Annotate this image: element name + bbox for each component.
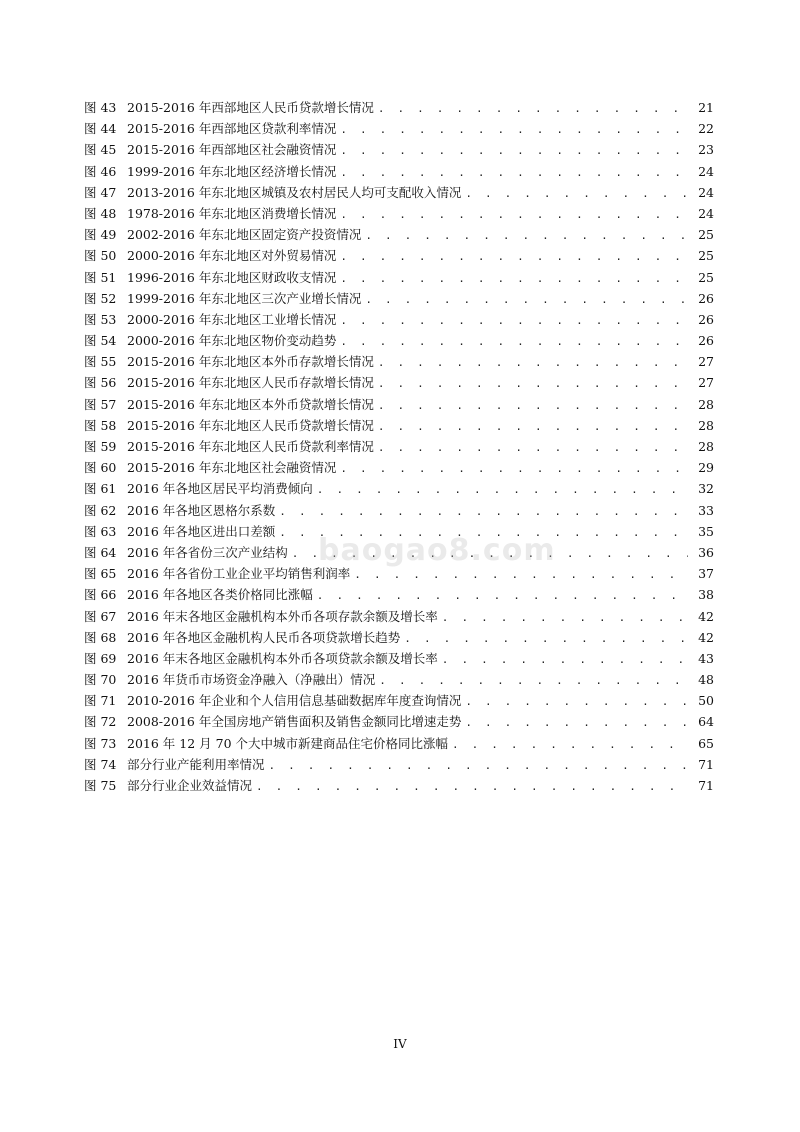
toc-row[interactable] xyxy=(84,415,714,436)
dot-leader xyxy=(442,649,688,670)
page-number: 24 xyxy=(698,184,714,200)
page-number: 25 xyxy=(698,227,714,243)
page-number: 22 xyxy=(698,121,714,137)
toc-row[interactable] xyxy=(84,436,714,457)
toc-row[interactable] xyxy=(84,245,714,266)
figure-title: 1978-2016 年东北地区消费增长情况 xyxy=(127,205,337,221)
page-number: 42 xyxy=(698,608,714,624)
toc-row[interactable] xyxy=(84,775,714,796)
figure-title: 2016 年末各地区金融机构本外币各项贷款余额及增长率 xyxy=(127,650,438,666)
dot-leader xyxy=(317,479,688,500)
dot-leader xyxy=(340,140,688,161)
figure-number: 图 73 xyxy=(84,735,117,751)
dot-leader xyxy=(340,458,688,479)
figure-number: 图 55 xyxy=(84,354,117,370)
dot-leader xyxy=(365,289,688,310)
toc-row[interactable] xyxy=(84,288,714,309)
toc-row[interactable] xyxy=(84,182,714,203)
dot-leader xyxy=(378,416,688,437)
page-number: 38 xyxy=(698,587,714,603)
page-number: 26 xyxy=(698,290,714,306)
page-number: 26 xyxy=(698,311,714,327)
page-number: 43 xyxy=(698,650,714,666)
toc-row[interactable] xyxy=(84,161,714,182)
figure-title: 2016 年 12 月 70 个大中城市新建商品住宅价格同比涨幅 xyxy=(127,735,448,751)
toc-row[interactable] xyxy=(84,97,714,118)
figure-title: 2013-2016 年东北地区城镇及农村居民人均可支配收入情况 xyxy=(127,184,462,200)
figure-number: 图 51 xyxy=(84,269,117,285)
toc-row[interactable] xyxy=(84,627,714,648)
figure-number: 图 72 xyxy=(84,714,117,730)
toc-row[interactable] xyxy=(84,372,714,393)
dot-leader xyxy=(292,543,688,564)
dot-leader xyxy=(378,98,688,119)
figure-number: 图 47 xyxy=(84,184,117,200)
figure-title: 2016 年各省份三次产业结构 xyxy=(127,544,288,560)
figure-title: 2000-2016 年东北地区物价变动趋势 xyxy=(127,333,337,349)
page-number: 28 xyxy=(698,417,714,433)
page-number: 50 xyxy=(698,693,714,709)
page-number: 65 xyxy=(698,735,714,751)
figure-title: 2015-2016 年西部地区人民币贷款增长情况 xyxy=(127,100,374,115)
figure-title: 1999-2016 年东北地区经济增长情况 xyxy=(127,163,337,179)
figure-number: 图 58 xyxy=(84,417,117,433)
dot-leader xyxy=(340,246,688,267)
toc-row[interactable] xyxy=(84,584,714,605)
toc-row[interactable] xyxy=(84,118,714,139)
toc-row[interactable] xyxy=(84,648,714,669)
toc-row[interactable] xyxy=(84,669,714,690)
toc-row[interactable] xyxy=(84,457,714,478)
figure-title: 2016 年各地区恩格尔系数 xyxy=(127,502,276,518)
figure-number: 图 56 xyxy=(84,375,117,391)
page-number: 21 xyxy=(698,100,714,115)
figure-title: 2016 年各地区居民平均消费倾向 xyxy=(127,481,313,497)
page-number: 25 xyxy=(698,269,714,285)
figure-number: 图 70 xyxy=(84,672,117,688)
figure-number: 图 52 xyxy=(84,290,117,306)
dot-leader xyxy=(340,331,688,352)
figure-number: 图 57 xyxy=(84,396,117,412)
figure-number: 图 54 xyxy=(84,333,117,349)
page-number: 28 xyxy=(698,439,714,454)
dot-leader xyxy=(404,628,688,649)
dot-leader xyxy=(378,373,688,394)
dot-leader xyxy=(256,776,688,797)
figure-number: 图 63 xyxy=(84,523,117,539)
figure-number: 图 53 xyxy=(84,311,117,327)
toc-row[interactable] xyxy=(84,351,714,372)
figure-number: 图 46 xyxy=(84,163,117,179)
toc-row[interactable] xyxy=(84,733,714,754)
page-number: 42 xyxy=(698,629,714,645)
dot-leader xyxy=(365,225,688,246)
toc-row[interactable] xyxy=(84,606,714,627)
figure-title: 2015-2016 年东北地区人民币贷款增长情况 xyxy=(127,417,374,433)
dot-leader xyxy=(340,310,688,331)
figure-title: 2016 年末各地区金融机构本外币各项存款余额及增长率 xyxy=(127,608,438,624)
page-number: 64 xyxy=(698,714,714,730)
dot-leader xyxy=(340,204,688,225)
toc-row[interactable] xyxy=(84,203,714,224)
toc-row[interactable] xyxy=(84,139,714,160)
figure-number: 图 71 xyxy=(84,693,117,709)
figure-title: 2016 年各省份工业企业平均销售利润率 xyxy=(127,566,351,582)
figure-title: 部分行业产能利用率情况 xyxy=(127,756,265,772)
figure-title: 2016 年货币市场资金净融入（净融出）情况 xyxy=(127,672,376,688)
figure-number: 图 48 xyxy=(84,205,117,221)
figure-title: 2015-2016 年西部地区社会融资情况 xyxy=(127,142,337,158)
toc-row[interactable] xyxy=(84,267,714,288)
figure-title: 2015-2016 年西部地区贷款利率情况 xyxy=(127,121,337,137)
toc-row[interactable] xyxy=(84,563,714,584)
figure-title: 2000-2016 年东北地区工业增长情况 xyxy=(127,311,337,327)
figure-number: 图 75 xyxy=(84,778,117,793)
dot-leader xyxy=(279,522,688,543)
watermark: baogao8.com xyxy=(318,533,556,568)
page-number: 37 xyxy=(698,566,714,582)
toc-row[interactable] xyxy=(84,690,714,711)
dot-leader xyxy=(379,670,688,691)
dot-leader xyxy=(442,607,688,628)
figure-title: 2008-2016 年全国房地产销售面积及销售金额同比增速走势 xyxy=(127,714,462,730)
figure-number: 图 60 xyxy=(84,460,117,476)
figure-title: 2016 年各地区进出口差额 xyxy=(127,523,276,539)
toc-row[interactable] xyxy=(84,394,714,415)
page-number: 26 xyxy=(698,333,714,349)
page-number: 23 xyxy=(698,142,714,158)
figure-number: 图 64 xyxy=(84,544,117,560)
figure-title: 2016 年各地区金融机构人民币各项贷款增长趋势 xyxy=(127,629,401,645)
page-number: 24 xyxy=(698,163,714,179)
page-number: 25 xyxy=(698,248,714,264)
dot-leader xyxy=(465,712,688,733)
dot-leader xyxy=(279,501,688,522)
figure-number: 图 43 xyxy=(84,100,117,115)
dot-leader xyxy=(378,352,688,373)
dot-leader xyxy=(340,162,688,183)
figure-title: 1999-2016 年东北地区三次产业增长情况 xyxy=(127,290,362,306)
dot-leader xyxy=(317,585,688,606)
page-number: 71 xyxy=(698,756,714,772)
toc-row[interactable] xyxy=(84,542,714,563)
dot-leader xyxy=(465,183,688,204)
page-number: 48 xyxy=(698,672,714,688)
figure-list xyxy=(84,97,714,796)
dot-leader xyxy=(354,564,688,585)
page-number: 33 xyxy=(698,502,714,518)
figure-title: 部分行业企业效益情况 xyxy=(127,778,253,793)
page-number: 27 xyxy=(698,375,714,391)
figure-number: 图 45 xyxy=(84,142,117,158)
toc-row[interactable] xyxy=(84,500,714,521)
page-number: 71 xyxy=(698,778,714,793)
figure-title: 2015-2016 年东北地区社会融资情况 xyxy=(127,460,337,476)
page-number: 29 xyxy=(698,460,714,476)
figure-number: 图 44 xyxy=(84,121,117,137)
toc-row[interactable] xyxy=(84,224,714,245)
page-number: 28 xyxy=(698,396,714,412)
figure-number: 图 69 xyxy=(84,650,117,666)
figure-title: 2010-2016 年企业和个人信用信息基础数据库年度查询情况 xyxy=(127,693,462,709)
page-number: 35 xyxy=(698,523,714,539)
figure-title: 2015-2016 年东北地区本外币贷款增长情况 xyxy=(127,396,374,412)
figure-title: 2015-2016 年东北地区本外币存款增长情况 xyxy=(127,354,374,370)
dot-leader xyxy=(378,395,688,416)
dot-leader xyxy=(465,691,688,712)
toc-row[interactable] xyxy=(84,330,714,351)
dot-leader xyxy=(269,755,688,776)
toc-row[interactable] xyxy=(84,478,714,499)
page-number: 27 xyxy=(698,354,714,370)
figure-title: 2015-2016 年东北地区人民币存款增长情况 xyxy=(127,375,374,391)
figure-number: 图 65 xyxy=(84,566,117,582)
figure-title: 1996-2016 年东北地区财政收支情况 xyxy=(127,269,337,285)
toc-row[interactable] xyxy=(84,521,714,542)
dot-leader xyxy=(340,119,688,140)
page-number: 32 xyxy=(698,481,714,497)
figure-title: 2002-2016 年东北地区固定资产投资情况 xyxy=(127,227,362,243)
page-number: 36 xyxy=(698,544,714,560)
figure-title: 2000-2016 年东北地区对外贸易情况 xyxy=(127,248,337,264)
figure-number: 图 49 xyxy=(84,227,117,243)
page-number: 24 xyxy=(698,205,714,221)
dot-leader xyxy=(340,268,688,289)
figure-title: 2016 年各地区各类价格同比涨幅 xyxy=(127,587,313,603)
page-folio: IV xyxy=(393,1037,407,1051)
toc-row[interactable] xyxy=(84,754,714,775)
figure-number: 图 61 xyxy=(84,481,117,497)
toc-row[interactable] xyxy=(84,309,714,330)
dot-leader xyxy=(452,734,688,755)
figure-number: 图 67 xyxy=(84,608,117,624)
dot-leader xyxy=(378,437,688,458)
figure-number: 图 74 xyxy=(84,756,117,772)
figure-number: 图 66 xyxy=(84,587,117,603)
figure-title: 2015-2016 年东北地区人民币贷款利率情况 xyxy=(127,439,374,454)
toc-row[interactable] xyxy=(84,711,714,732)
figure-number: 图 62 xyxy=(84,502,117,518)
figure-number: 图 68 xyxy=(84,629,117,645)
figure-number: 图 50 xyxy=(84,248,117,264)
figure-number: 图 59 xyxy=(84,439,117,454)
